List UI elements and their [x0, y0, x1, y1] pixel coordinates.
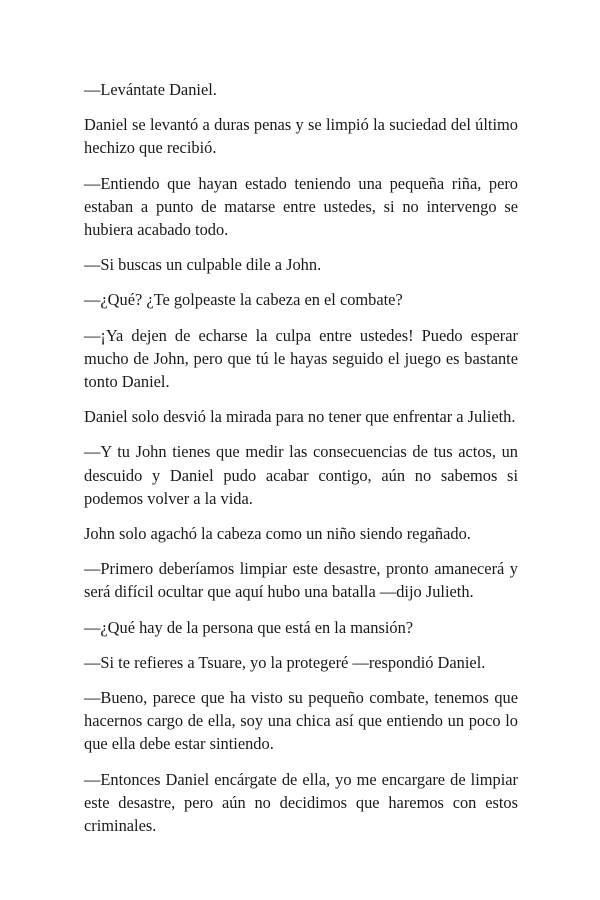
paragraph: —¿Qué hay de la persona que está en la mansión? [84, 617, 414, 637]
paragraph: —Bueno, parece que ha visto su pequeño combate, tenemos que hacernos cargo de ella, soy una chica así que entiendo un poco lo que ella debe estar sintiendo. [84, 688, 518, 754]
paragraph: Daniel solo desvió la mirada para no tener que enfrentar a Julieth. [84, 407, 516, 427]
paragraph: —Primero deberíamos limpiar este desastre, pronto amanecerá y será difícil ocultar que aquí hubo una batalla —dijo Julieth. [84, 559, 518, 602]
paragraph: —¡Ya dejen de echarse la culpa entre ustedes! Puedo esperar mucho de John, pero que tú le hayas seguido el juego es bastante tonto Daniel. [84, 325, 518, 392]
paragraph: —Entiendo que hayan estado teniendo una pequeña riña, pero estaban a punto de matarse entre ustedes, si no intervengo se hubiera acabado todo. [84, 173, 518, 240]
paragraph: John solo agachó la cabeza como un niño siendo regañado. [84, 524, 471, 544]
paragraph: Daniel se levantó a duras penas y se limpió la suciedad del último hechizo que recibió. [84, 115, 518, 158]
paragraph: —Y tu John tienes que medir las consecuencias de tus actos, un descuido y Daniel pudo acabar contigo, aún no sabemos si podemos volver a la vida. [84, 442, 518, 508]
paragraph: —Entonces Daniel encárgate de ella, yo me encargare de limpiar este desastre, pero aún no decidimos que haremos con estos criminales. [84, 769, 518, 836]
paragraph: —Si te refieres a Tsuare, yo la protegeré —respondió Daniel. [84, 652, 486, 672]
paragraph: —¿Qué? ¿Te golpeaste la cabeza en el combate? [84, 290, 403, 310]
paragraph: —Si buscas un culpable dile a John. [84, 255, 322, 275]
book-page-text [84, 78, 518, 849]
paragraph: —Levántate Daniel. [84, 80, 217, 99]
